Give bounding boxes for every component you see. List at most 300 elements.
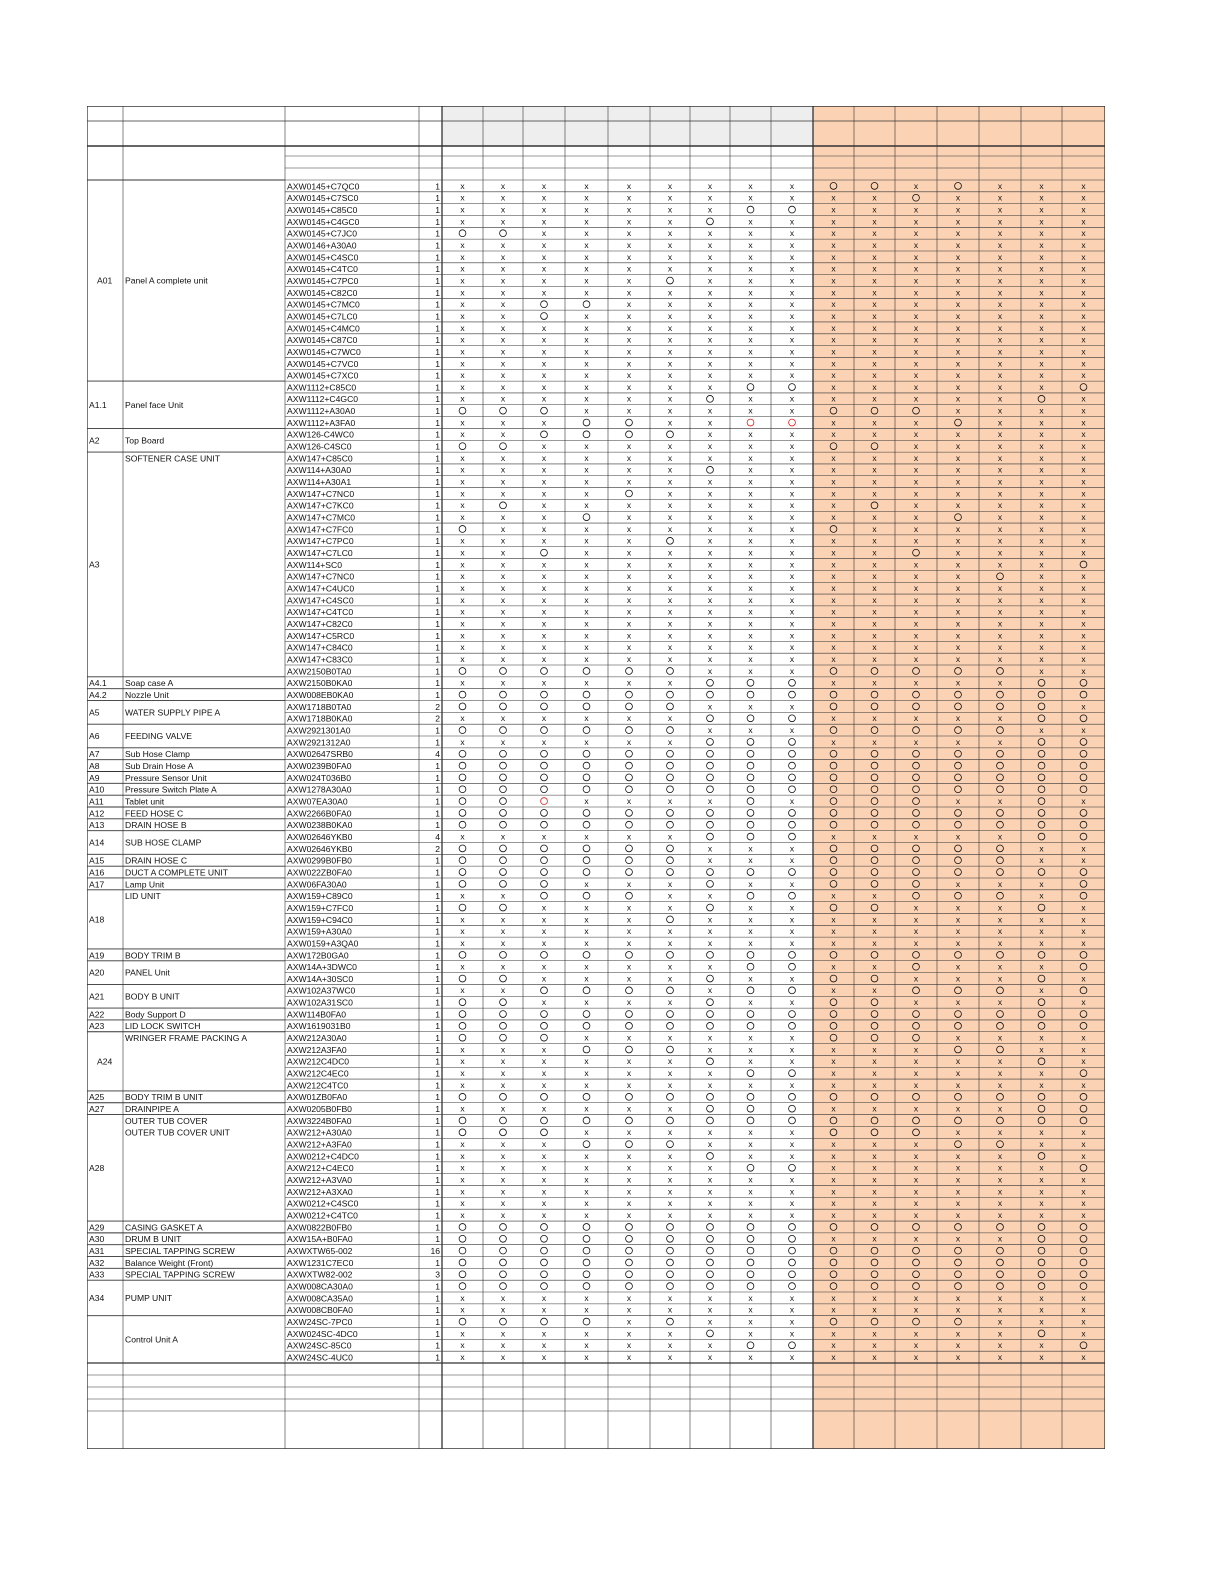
cross-mark: x xyxy=(872,926,877,937)
cross-mark: x xyxy=(872,961,877,972)
quantity: 1 xyxy=(435,938,440,949)
quantity: 1 xyxy=(435,1044,440,1055)
cross-mark: x xyxy=(748,464,753,475)
cross-mark: x xyxy=(1039,547,1044,558)
cross-mark: x xyxy=(913,1186,919,1197)
circle-mark xyxy=(541,845,548,852)
cross-mark: x xyxy=(872,1103,877,1114)
cross-mark: x xyxy=(831,464,836,475)
circle-mark xyxy=(459,810,466,817)
cross-mark: x xyxy=(831,630,836,641)
circle-mark xyxy=(459,857,466,864)
circle-mark xyxy=(541,313,548,320)
cross-mark: x xyxy=(872,1056,877,1067)
cross-mark: x xyxy=(707,795,713,806)
circle-mark xyxy=(707,466,714,473)
cross-mark: x xyxy=(1081,239,1086,250)
cross-mark: x xyxy=(707,642,713,653)
cross-mark: x xyxy=(460,512,465,523)
cross-mark: x xyxy=(872,251,877,262)
part-number: AXW1278A30A0 xyxy=(287,784,352,795)
cross-mark: x xyxy=(872,985,877,996)
cross-mark: x xyxy=(748,1150,753,1161)
circle-mark xyxy=(707,1224,714,1231)
circle-mark xyxy=(583,786,590,793)
cross-mark: x xyxy=(955,216,961,227)
section-number: A14 xyxy=(89,837,105,848)
cross-mark: x xyxy=(955,275,961,286)
cross-mark: x xyxy=(500,322,506,333)
cross-mark: x xyxy=(789,1328,795,1339)
circle-mark xyxy=(707,774,714,781)
cross-mark: x xyxy=(626,251,632,262)
cross-mark: x xyxy=(1081,251,1086,262)
cross-mark: x xyxy=(667,263,673,274)
part-number: AXW1112+A3FA0 xyxy=(287,417,356,428)
circle-mark xyxy=(500,845,507,852)
cross-mark: x xyxy=(831,251,836,262)
circle-mark xyxy=(500,443,507,450)
circle-mark xyxy=(707,739,714,746)
cross-mark: x xyxy=(667,334,673,345)
cross-mark: x xyxy=(789,500,795,511)
cross-mark: x xyxy=(460,476,465,487)
cross-mark: x xyxy=(955,1162,961,1173)
circle-mark xyxy=(583,1046,590,1053)
cross-mark: x xyxy=(584,642,589,653)
cross-mark: x xyxy=(707,405,713,416)
circle-mark xyxy=(789,1093,796,1100)
circle-mark xyxy=(707,880,714,887)
circle-mark xyxy=(583,1247,590,1254)
cross-mark: x xyxy=(913,713,919,724)
cross-mark: x xyxy=(460,559,465,570)
cross-mark: x xyxy=(667,287,673,298)
quantity: 1 xyxy=(435,406,440,417)
cross-mark: x xyxy=(913,902,919,913)
cross-mark: x xyxy=(626,500,632,511)
cross-mark: x xyxy=(500,937,506,948)
quantity: 16 xyxy=(430,1246,440,1256)
cross-mark: x xyxy=(789,583,795,594)
circle-mark xyxy=(541,857,548,864)
cross-mark: x xyxy=(541,606,547,617)
cross-mark: x xyxy=(748,547,753,558)
cross-mark: x xyxy=(707,535,713,546)
cross-mark: x xyxy=(707,358,713,369)
section-number: A23 xyxy=(89,1021,105,1032)
quantity: 1 xyxy=(435,678,440,689)
cross-mark: x xyxy=(831,500,836,511)
quantity: 1 xyxy=(435,1068,440,1079)
part-number: AXW147+C7NC0 xyxy=(287,571,355,582)
quantity: 1 xyxy=(435,240,440,251)
part-number: AXW0146+A30A0 xyxy=(287,240,357,251)
cross-mark: x xyxy=(667,961,673,972)
cross-mark: x xyxy=(541,512,547,523)
cross-mark: x xyxy=(667,346,673,357)
cross-mark: x xyxy=(997,1328,1003,1339)
cross-mark: x xyxy=(626,452,632,463)
cross-mark: x xyxy=(789,654,795,664)
circle-mark xyxy=(747,1271,754,1278)
quantity: 1 xyxy=(435,500,440,511)
circle-mark xyxy=(583,1271,590,1278)
quantity: 1 xyxy=(435,689,440,700)
cross-mark: x xyxy=(748,571,753,582)
cross-mark: x xyxy=(997,973,1003,984)
cross-mark: x xyxy=(955,1340,961,1351)
quantity: 1 xyxy=(435,855,440,866)
cross-mark: x xyxy=(500,1210,506,1221)
cross-mark: x xyxy=(748,180,753,191)
circle-mark xyxy=(667,750,674,757)
cross-mark: x xyxy=(500,583,506,594)
cross-mark: x xyxy=(955,831,961,842)
part-number: AXW147+C82C0 xyxy=(287,619,353,630)
cross-mark: x xyxy=(707,937,713,948)
circle-mark xyxy=(707,1093,714,1100)
cross-mark: x xyxy=(541,677,547,688)
cross-mark: x xyxy=(584,1210,589,1221)
cross-mark: x xyxy=(872,1198,877,1209)
cross-mark: x xyxy=(789,452,795,463)
cross-mark: x xyxy=(460,926,465,937)
circle-mark xyxy=(500,727,507,734)
part-number: AXW212A3FA0 xyxy=(287,1044,347,1055)
circle-mark xyxy=(667,1247,674,1254)
cross-mark: x xyxy=(789,512,795,523)
cross-mark: x xyxy=(460,1174,465,1185)
section-number: A2 xyxy=(89,435,100,446)
cross-mark: x xyxy=(913,180,919,191)
cross-mark: x xyxy=(584,831,589,842)
cross-mark: x xyxy=(789,594,795,605)
cross-mark: x xyxy=(997,1127,1003,1138)
cross-mark: x xyxy=(1039,665,1044,676)
circle-mark xyxy=(707,715,714,722)
cross-mark: x xyxy=(997,1233,1003,1244)
circle-mark xyxy=(747,951,754,958)
cross-mark: x xyxy=(584,914,589,925)
cross-mark: x xyxy=(460,985,465,996)
cross-mark: x xyxy=(913,417,919,428)
cross-mark: x xyxy=(789,1056,795,1067)
cross-mark: x xyxy=(789,322,795,333)
circle-mark xyxy=(583,514,590,521)
cross-mark: x xyxy=(1039,523,1044,534)
cross-mark: x xyxy=(667,642,673,653)
cross-mark: x xyxy=(541,464,547,475)
cross-mark: x xyxy=(584,1340,589,1351)
cross-mark: x xyxy=(584,1162,589,1173)
cross-mark: x xyxy=(872,1162,877,1173)
cross-mark: x xyxy=(584,926,589,937)
cross-mark: x xyxy=(707,239,713,250)
quantity: 1 xyxy=(435,264,440,275)
cross-mark: x xyxy=(541,358,547,369)
cross-mark: x xyxy=(872,204,877,215)
cross-mark: x xyxy=(997,192,1003,203)
circle-mark xyxy=(707,975,714,982)
cross-mark: x xyxy=(541,1079,547,1090)
cross-mark: x xyxy=(500,1056,506,1067)
cross-mark: x xyxy=(789,724,795,735)
cross-mark: x xyxy=(707,322,713,333)
cross-mark: x xyxy=(913,441,919,452)
part-number: AXW07EA30A0 xyxy=(287,796,348,807)
part-number: AXW0239B0FA0 xyxy=(287,760,352,771)
cross-mark: x xyxy=(500,192,506,203)
cross-mark: x xyxy=(626,1340,632,1351)
cross-mark: x xyxy=(460,961,465,972)
cross-mark: x xyxy=(667,1351,673,1362)
cross-mark: x xyxy=(500,464,506,475)
cross-mark: x xyxy=(500,914,506,925)
cross-mark: x xyxy=(460,1328,465,1339)
cross-mark: x xyxy=(997,1068,1003,1079)
part-number: AXW02646YKB0 xyxy=(287,843,353,854)
cross-mark: x xyxy=(541,381,547,392)
cross-mark: x xyxy=(997,452,1003,463)
part-number: AXW1231C7EC0 xyxy=(287,1257,354,1268)
part-number: AXW159+C7FC0 xyxy=(287,902,354,913)
cross-mark: x xyxy=(707,476,713,487)
cross-mark: x xyxy=(707,204,713,215)
cross-mark: x xyxy=(584,618,589,629)
cross-mark: x xyxy=(584,902,589,913)
part-number: AXW0145+C7LC0 xyxy=(287,311,358,322)
cross-mark: x xyxy=(584,973,589,984)
cross-mark: x xyxy=(831,713,836,724)
cross-mark: x xyxy=(831,381,836,392)
quantity: 1 xyxy=(435,1281,440,1292)
cross-mark: x xyxy=(955,878,961,889)
circle-mark xyxy=(747,1070,754,1077)
cross-mark: x xyxy=(955,937,961,948)
part-number: AXW0145+C85C0 xyxy=(287,204,358,215)
cross-mark: x xyxy=(913,263,919,274)
cross-mark: x xyxy=(789,216,795,227)
cross-mark: x xyxy=(913,523,919,534)
cross-mark: x xyxy=(707,488,713,499)
cross-mark: x xyxy=(707,559,713,570)
cross-mark: x xyxy=(1081,417,1086,428)
cross-mark: x xyxy=(997,393,1003,404)
section-name: CASING GASKET A xyxy=(125,1222,203,1233)
cross-mark: x xyxy=(1039,642,1044,653)
circle-mark xyxy=(500,869,507,876)
cross-mark: x xyxy=(667,239,673,250)
quantity: 1 xyxy=(435,323,440,334)
cross-mark: x xyxy=(748,1351,753,1362)
circle-mark xyxy=(500,774,507,781)
circle-mark xyxy=(789,384,796,391)
cross-mark: x xyxy=(626,322,632,333)
cross-mark: x xyxy=(541,1044,547,1055)
cross-mark: x xyxy=(1039,1139,1044,1150)
circle-mark xyxy=(541,1318,548,1325)
circle-mark xyxy=(667,1259,674,1266)
cross-mark: x xyxy=(955,1056,961,1067)
cross-mark: x xyxy=(460,1186,465,1197)
cross-mark: x xyxy=(707,381,713,392)
circle-mark xyxy=(500,1235,507,1242)
cross-mark: x xyxy=(584,1068,589,1079)
quantity: 1 xyxy=(435,1175,440,1186)
cross-mark: x xyxy=(500,476,506,487)
cross-mark: x xyxy=(667,571,673,582)
cross-mark: x xyxy=(913,1162,919,1173)
cross-mark: x xyxy=(1039,890,1044,901)
cross-mark: x xyxy=(997,1340,1003,1351)
cross-mark: x xyxy=(626,736,632,747)
cross-mark: x xyxy=(913,1150,919,1161)
cross-mark: x xyxy=(1081,192,1086,203)
cross-mark: x xyxy=(789,1139,795,1150)
cross-mark: x xyxy=(789,559,795,570)
cross-mark: x xyxy=(955,1233,961,1244)
circle-mark xyxy=(626,821,633,828)
cross-mark: x xyxy=(667,1186,673,1197)
circle-mark xyxy=(747,1117,754,1124)
cross-mark: x xyxy=(667,973,673,984)
circle-mark xyxy=(789,1235,796,1242)
cross-mark: x xyxy=(748,251,753,262)
cross-mark: x xyxy=(1039,299,1044,310)
circle-mark xyxy=(747,206,754,213)
cross-mark: x xyxy=(626,997,632,1008)
cross-mark: x xyxy=(872,1068,877,1079)
circle-mark xyxy=(707,679,714,686)
circle-mark xyxy=(626,987,633,994)
cross-mark: x xyxy=(626,334,632,345)
cross-mark: x xyxy=(831,322,836,333)
cross-mark: x xyxy=(872,523,877,534)
quantity: 1 xyxy=(435,1222,440,1233)
cross-mark: x xyxy=(789,937,795,948)
cross-mark: x xyxy=(626,795,632,806)
cross-mark: x xyxy=(997,1304,1003,1315)
cross-mark: x xyxy=(955,914,961,925)
cross-mark: x xyxy=(707,1351,713,1362)
circle-mark xyxy=(707,1153,714,1160)
quantity: 1 xyxy=(435,760,440,771)
cross-mark: x xyxy=(584,1174,589,1185)
cross-mark: x xyxy=(541,914,547,925)
parts-compatibility-table xyxy=(87,106,1105,1449)
cross-mark: x xyxy=(1081,855,1086,866)
section-number: A30 xyxy=(89,1234,105,1245)
cross-mark: x xyxy=(626,1162,632,1173)
cross-mark: x xyxy=(1039,263,1044,274)
cross-mark: x xyxy=(541,1174,547,1185)
cross-mark: x xyxy=(626,358,632,369)
cross-mark: x xyxy=(831,937,836,948)
cross-mark: x xyxy=(460,1103,465,1114)
cross-mark: x xyxy=(997,251,1003,262)
cross-mark: x xyxy=(1081,535,1086,546)
cross-mark: x xyxy=(748,228,753,239)
cross-mark: x xyxy=(1081,1056,1086,1067)
cross-mark: x xyxy=(626,1210,632,1221)
cross-mark: x xyxy=(626,405,632,416)
cross-mark: x xyxy=(748,1127,753,1138)
circle-mark xyxy=(626,691,633,698)
cross-mark: x xyxy=(748,405,753,416)
cross-mark: x xyxy=(789,346,795,357)
part-number: AXW147+C7LC0 xyxy=(287,548,353,559)
cross-mark: x xyxy=(748,429,753,440)
cross-mark: x xyxy=(748,370,753,381)
cross-mark: x xyxy=(460,1079,465,1090)
quantity: 1 xyxy=(435,1151,440,1162)
circle-mark xyxy=(667,987,674,994)
cross-mark: x xyxy=(541,346,547,357)
cross-mark: x xyxy=(1039,429,1044,440)
cross-mark: x xyxy=(955,1198,961,1209)
cross-mark: x xyxy=(667,606,673,617)
cross-mark: x xyxy=(584,441,589,452)
cross-mark: x xyxy=(913,1198,919,1209)
cross-mark: x xyxy=(955,642,961,653)
circle-mark xyxy=(541,301,548,308)
circle-mark xyxy=(707,1283,714,1290)
cross-mark: x xyxy=(1081,902,1086,913)
cross-mark: x xyxy=(748,1139,753,1150)
part-number: AXWXTW82-002 xyxy=(287,1269,353,1280)
part-number: AXW159+C94C0 xyxy=(287,914,353,925)
circle-mark xyxy=(789,810,796,817)
cross-mark: x xyxy=(1039,926,1044,937)
cross-mark: x xyxy=(913,1174,919,1185)
cross-mark: x xyxy=(997,204,1003,215)
cross-mark: x xyxy=(584,1079,589,1090)
cross-mark: x xyxy=(789,299,795,310)
section-name: Soap case A xyxy=(125,678,174,689)
section-name: FEED HOSE C xyxy=(125,808,184,819)
cross-mark: x xyxy=(667,583,673,594)
cross-mark: x xyxy=(872,287,877,298)
cross-mark: x xyxy=(626,204,632,215)
cross-mark: x xyxy=(789,239,795,250)
circle-mark xyxy=(459,1318,466,1325)
cross-mark: x xyxy=(913,1210,919,1221)
cross-mark: x xyxy=(460,370,465,381)
cross-mark: x xyxy=(667,902,673,913)
circle-mark xyxy=(500,1247,507,1254)
cross-mark: x xyxy=(831,287,836,298)
cross-mark: x xyxy=(626,1150,632,1161)
cross-mark: x xyxy=(748,559,753,570)
cross-mark: x xyxy=(831,831,836,842)
cross-mark: x xyxy=(460,287,465,298)
cross-mark: x xyxy=(667,1328,673,1339)
cross-mark: x xyxy=(460,1210,465,1221)
cross-mark: x xyxy=(1039,594,1044,605)
cross-mark: x xyxy=(541,1328,547,1339)
cross-mark: x xyxy=(584,346,589,357)
cross-mark: x xyxy=(955,902,961,913)
cross-mark: x xyxy=(789,902,795,913)
circle-mark xyxy=(747,821,754,828)
cross-mark: x xyxy=(831,547,836,558)
circle-mark xyxy=(667,1235,674,1242)
cross-mark: x xyxy=(541,488,547,499)
part-number: AXW1718B0KA0 xyxy=(287,713,353,724)
cross-mark: x xyxy=(997,216,1003,227)
circle-mark xyxy=(583,1093,590,1100)
